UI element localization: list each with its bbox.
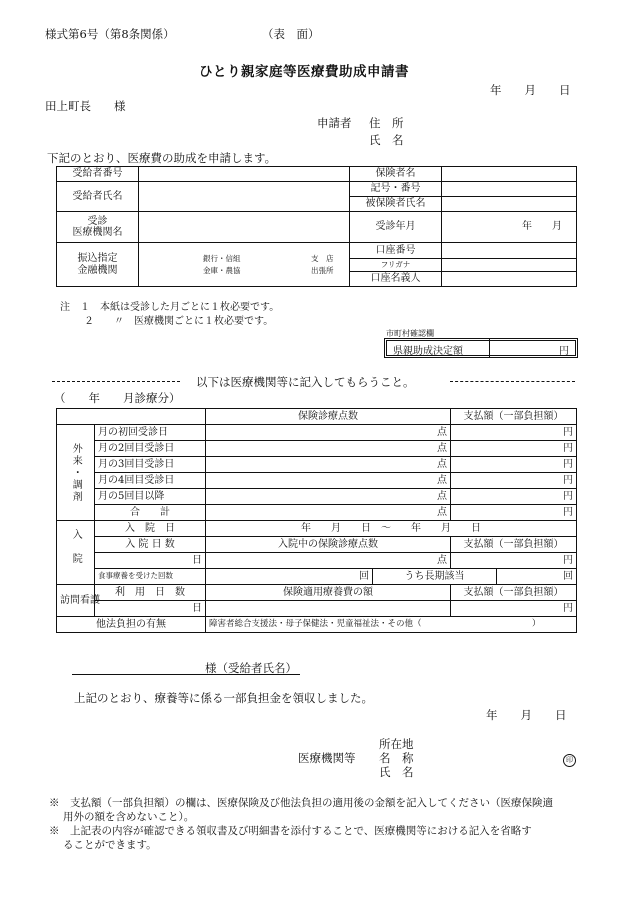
payment-first-visit[interactable]: 円 (451, 425, 577, 441)
address-label: 住 所 (369, 116, 404, 130)
clinic-label (57, 212, 139, 243)
bank-type-a: 銀行・信組 (203, 254, 241, 263)
symbol-number-label: 記号・番号 (350, 182, 442, 197)
receipt-addressee: 様（受給者氏名） (205, 661, 297, 675)
payment-fourth-visit[interactable]: 円 (451, 473, 577, 489)
inpatient-payment-field[interactable]: 円 (451, 553, 577, 569)
row-fourth-visit: 月の4回目受診日 (95, 473, 206, 489)
divider-left (52, 381, 180, 382)
other-laws-field[interactable]: 障害者総合支援法・母子保健法・児童福祉法・その他（ ） (206, 617, 577, 633)
recipient-name-label: 受給者氏名 (57, 182, 139, 212)
seal-icon: 印 (563, 754, 576, 767)
confirm-box (384, 338, 578, 358)
addressee: 田上町長 様 (45, 99, 126, 113)
receipt-date: 年 月 日 (486, 708, 567, 722)
insured-name-field[interactable] (442, 197, 577, 212)
visit-month-label: 受診年月 (350, 212, 442, 243)
bank-type-b: 金庫・農協 (203, 266, 241, 275)
account-number-field[interactable] (442, 243, 577, 259)
inpatient-label (57, 521, 95, 585)
clinic-field[interactable] (139, 212, 350, 243)
receipt-person-name: 氏 名 (379, 765, 414, 779)
points-total[interactable]: 点 (206, 505, 451, 521)
nursing-payment-label: 支払額（一部負担額） (451, 585, 577, 601)
row-second-visit: 月の2回目受診日 (95, 441, 206, 457)
points-second-visit[interactable]: 点 (206, 441, 451, 457)
symbol-number-field[interactable] (442, 182, 577, 197)
nursing-payment-field[interactable]: 円 (451, 601, 577, 617)
meal-count-label: 食事療養を受けた回数 (95, 569, 206, 585)
admission-days-field[interactable]: 日 (95, 553, 206, 569)
payment-third-visit[interactable]: 円 (451, 457, 577, 473)
divider-text: 以下は医療機関等に記入してもらうこと。 (196, 375, 415, 389)
recipient-number-label: 受給者番号 (57, 167, 139, 182)
meal-count-field[interactable]: 回 (206, 569, 373, 585)
insured-name-label: 被保険者氏名 (350, 197, 442, 212)
inpatient-points-field[interactable]: 点 (206, 553, 451, 569)
furigana-label: フリガナ (350, 259, 442, 272)
applicant-label: 申請者 (317, 116, 352, 130)
account-number-label: 口座番号 (350, 243, 442, 259)
header-date: 年 月 日 (490, 83, 571, 97)
footnote-1a: ※ 支払額（一部負担額）の欄は、医療保険及び他法負担の適用後の金額を記入してください（医療保険適 (49, 797, 553, 809)
footnote-1b: 用外の額を含めないこと）。 (63, 811, 195, 823)
corner-cell (57, 409, 206, 425)
long-term-field[interactable]: 回 (497, 569, 577, 585)
outpatient-label (57, 425, 95, 521)
receipt-text: 上記のとおり、療養等に係る一部負担金を領収しました。 (74, 691, 373, 705)
seal-mark (563, 752, 576, 767)
points-header: 保険診療点数 (206, 409, 451, 425)
insured-cost-field[interactable] (206, 601, 451, 617)
insurer-name-field[interactable] (442, 167, 577, 182)
admission-date-label: 入 院 日 (95, 521, 206, 537)
admission-days-label: 入 院 日 数 (95, 537, 206, 553)
period-label: （ 年 月診療分） (54, 391, 181, 405)
transfer-label-line2: 金融機関 (77, 264, 118, 276)
name-label: 氏 名 (369, 133, 404, 147)
transfer-label (57, 243, 139, 287)
face-label: （表 面） (262, 27, 320, 41)
page-title: ひとり親家庭等医療費助成申請書 (199, 64, 409, 80)
intro-text: 下記のとおり、医療費の助成を申請します。 (47, 151, 277, 165)
nursing-label-text: 訪問看護 (60, 595, 100, 606)
points-first-visit[interactable]: 点 (206, 425, 451, 441)
insurer-name-label: 保険者名 (350, 167, 442, 182)
confirm-caption: 市町村確認欄 (386, 329, 434, 338)
inpatient-payment-label: 支払額（一部負担額） (451, 537, 577, 553)
confirm-divider (489, 338, 490, 358)
receipt-inst-name: 名 称 (379, 751, 414, 765)
usage-days-label: 利 用 日 数 (95, 585, 206, 601)
account-holder-field[interactable] (442, 272, 577, 287)
usage-days-field[interactable]: 日 (95, 601, 206, 617)
transfer-label-line1: 振込指定 (77, 253, 118, 264)
form-number: 様式第6号（第8条関係） (45, 27, 175, 41)
visit-month-field[interactable]: 年 月 (442, 212, 577, 243)
application-table (56, 166, 577, 287)
footnote-2a: ※ 上記表の内容が確認できる領収書及び明細書を添付することで、医療機関等における記入を省略す (49, 825, 532, 837)
row-first-visit: 月の初回受診日 (95, 425, 206, 441)
clinic-label-line2: 医療機関名 (72, 227, 123, 238)
points-third-visit[interactable]: 点 (206, 457, 451, 473)
clinic-label-line1: 受診 (87, 215, 108, 227)
admission-date-range[interactable]: 年 月 日 〜 年 月 日 (206, 521, 577, 537)
recipient-number-field[interactable] (139, 167, 350, 182)
points-fourth-visit[interactable]: 点 (206, 473, 451, 489)
note-1: 注 １ 本紙は受診した月ごとに１枚必要です。 (60, 302, 280, 313)
confirm-unit: 円 (559, 346, 569, 357)
recipient-name-field[interactable] (139, 182, 350, 212)
outpatient-label-text: 外来・調剤 (70, 442, 82, 503)
receipt-institution: 医療機関等 (298, 751, 356, 765)
inpatient-label-text: 入院 (70, 528, 82, 577)
inpatient-points-label: 入院中の保険診療点数 (206, 537, 451, 553)
medical-table (56, 408, 577, 633)
payment-second-visit[interactable]: 円 (451, 441, 577, 457)
row-total: 合 計 (95, 505, 206, 521)
payment-header: 支払額（一部負担額） (451, 409, 577, 425)
insured-cost-label: 保険適用療養費の額 (206, 585, 451, 601)
row-third-visit: 月の3回目受診日 (95, 457, 206, 473)
bank-field[interactable] (139, 243, 350, 287)
divider-right (450, 381, 575, 382)
points-fifth-visit[interactable]: 点 (206, 489, 451, 505)
nursing-label (57, 585, 100, 617)
receipt-location: 所在地 (379, 737, 414, 751)
branch-type-b: 出張所 (311, 266, 334, 275)
long-term-label: うち長期該当 (373, 569, 497, 585)
footnote-2b: ることができます。 (63, 839, 157, 851)
branch-type-a: 支 店 (311, 254, 334, 263)
confirm-label: 県親助成決定額 (393, 346, 463, 357)
row-fifth-visit: 月の5回目以降 (95, 489, 206, 505)
other-burden-label: 他法負担の有無 (57, 617, 206, 633)
account-holder-label: 口座名義人 (350, 272, 442, 287)
note-2: ２ 〃 医療機関ごとに１枚必要です。 (84, 316, 274, 327)
furigana-field[interactable] (442, 259, 577, 272)
payment-total[interactable]: 円 (451, 505, 577, 521)
payment-fifth-visit[interactable]: 円 (451, 489, 577, 505)
